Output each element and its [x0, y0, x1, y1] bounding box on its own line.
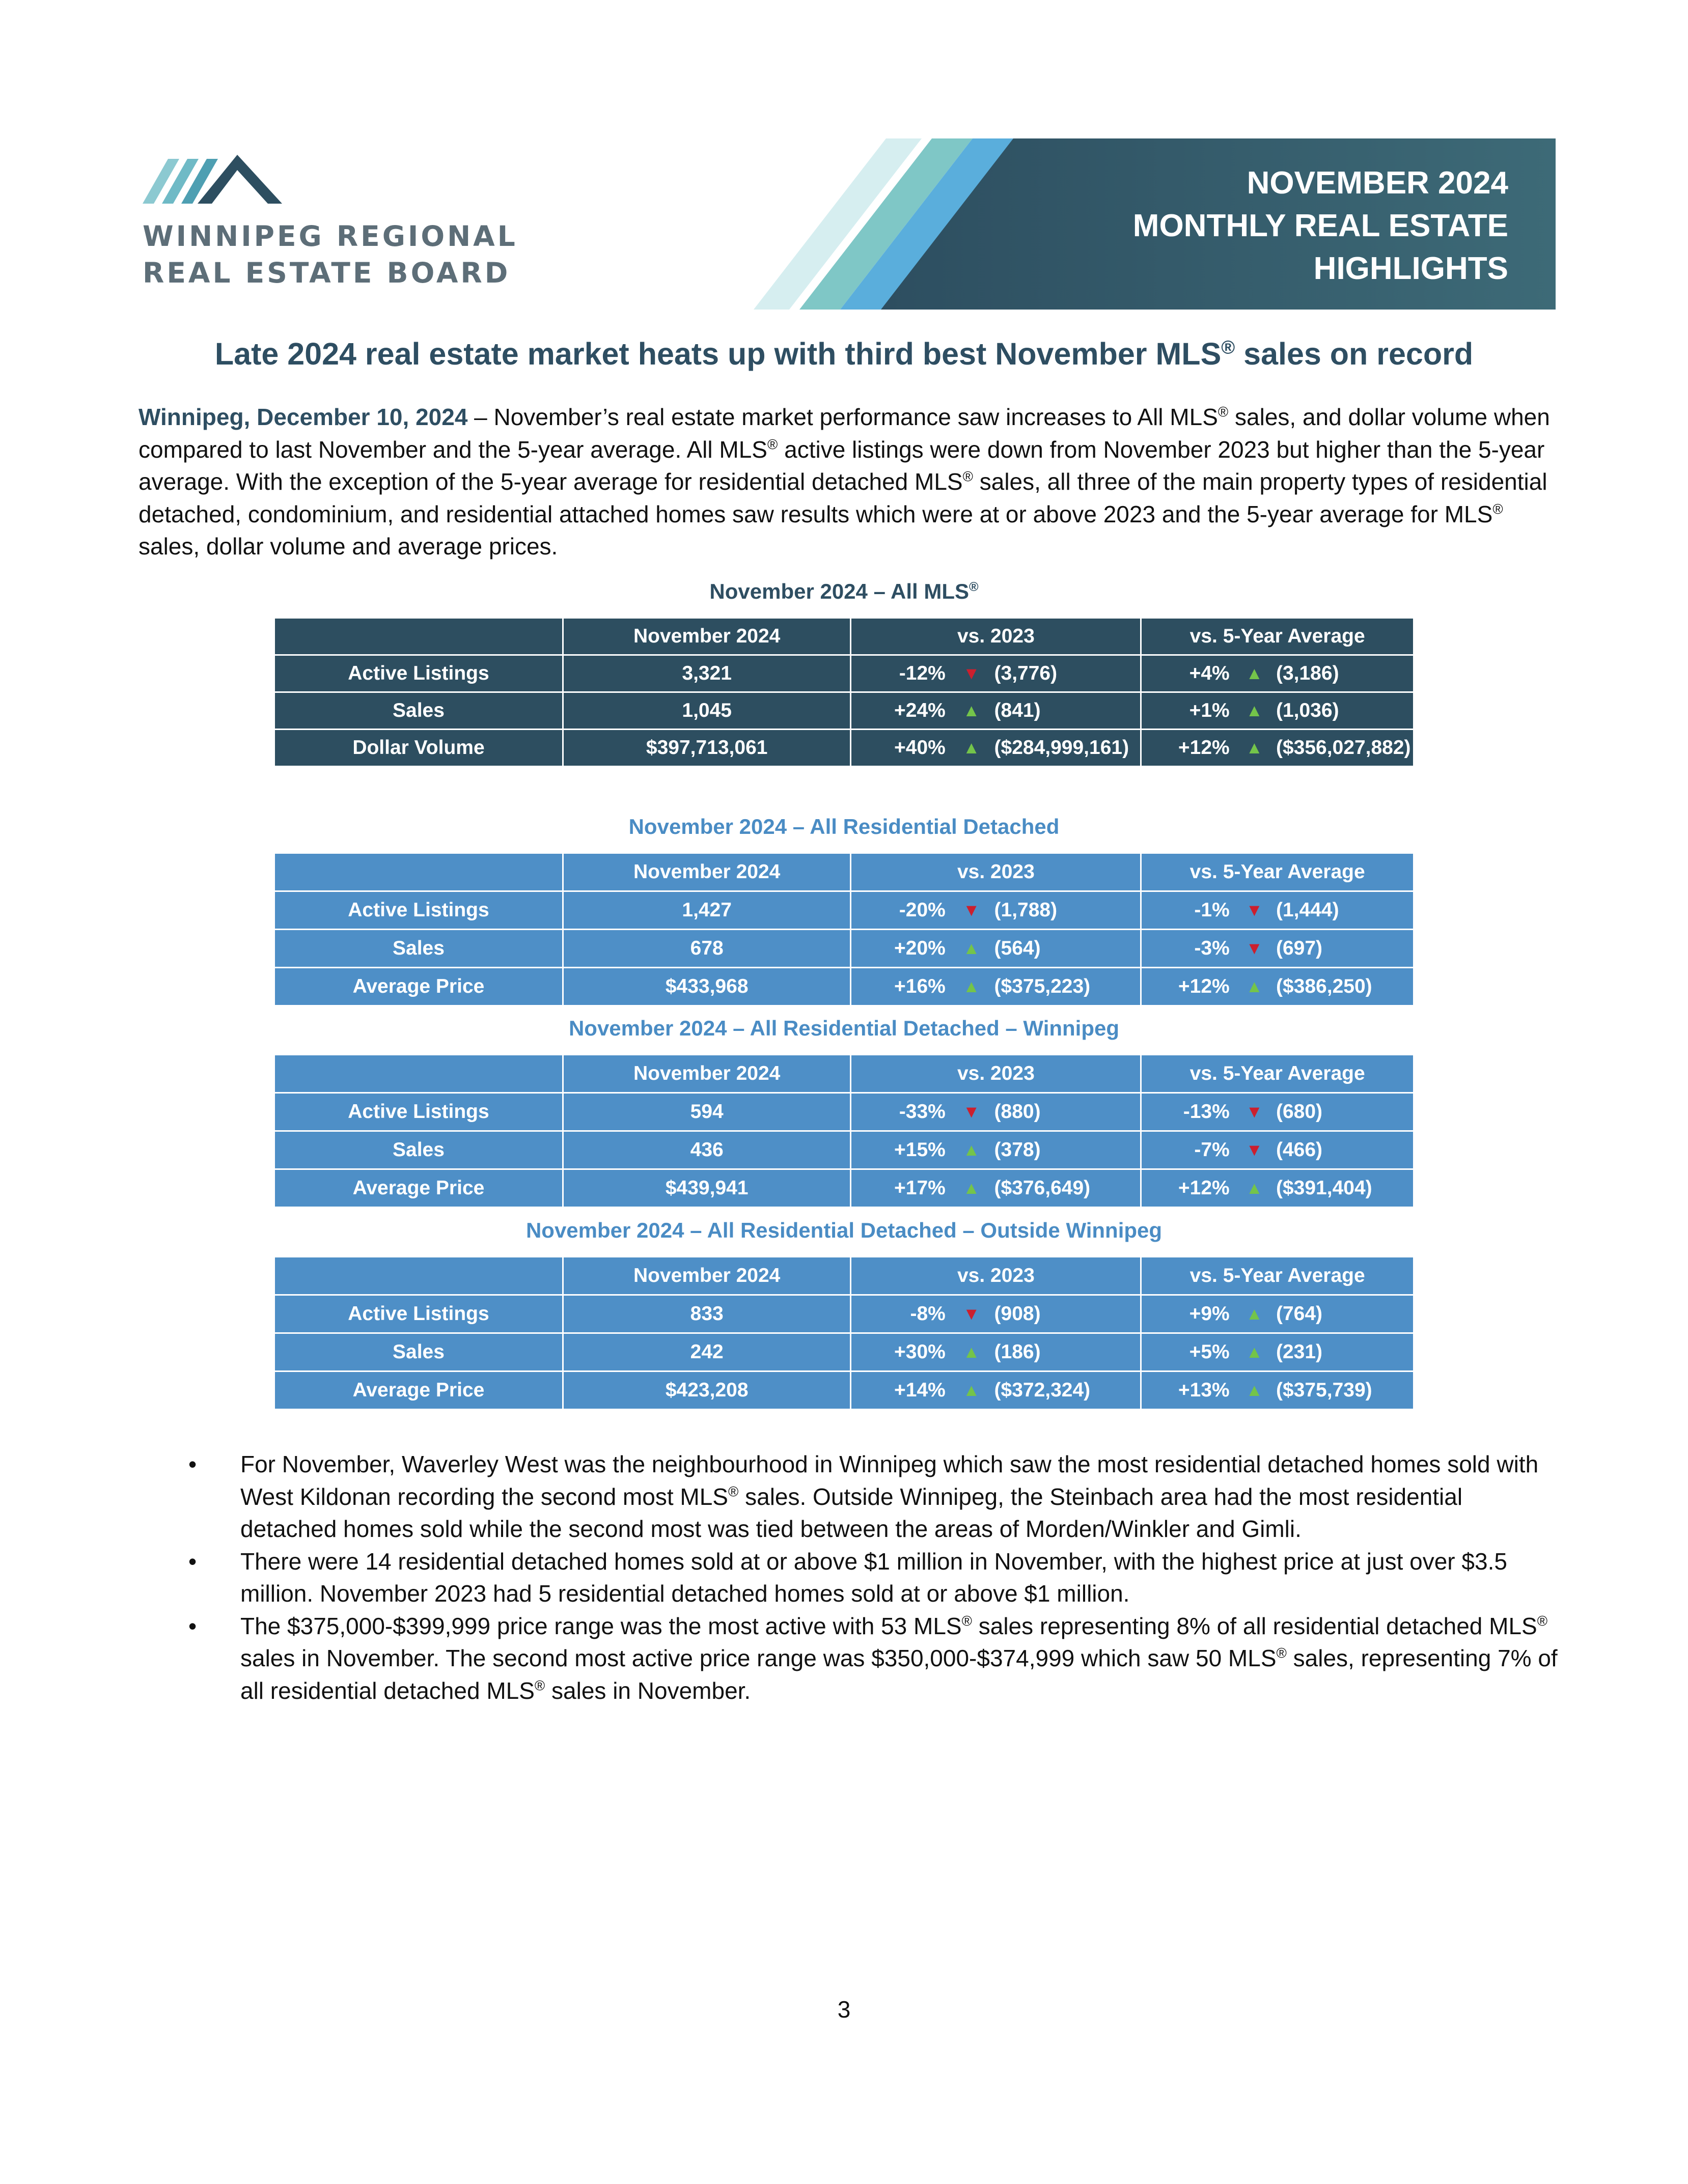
arrow-down-icon: ▼ — [1246, 900, 1263, 920]
comparison-value: ($376,649) — [994, 1177, 1091, 1199]
comparison-cell-vs2023 — [851, 692, 1141, 730]
table-caption-detached-outside-winnipeg: November 2024 – All Residential Detached – Outside Winnipeg — [525, 1218, 1163, 1242]
table-all-mls — [275, 619, 1413, 766]
percent-change: -1% — [1194, 899, 1230, 921]
logo-wordmark — [143, 218, 518, 291]
logo-line-2: REAL ESTATE BOARD — [143, 257, 511, 289]
table-row — [275, 1131, 1413, 1169]
comparison-cell-vs2023 — [851, 1333, 1141, 1371]
comparison-value: (231) — [1276, 1341, 1323, 1363]
table-detached-outside-winnipeg — [275, 1257, 1413, 1409]
row-label: Active Listings — [275, 655, 563, 692]
comparison-value: ($386,250) — [1276, 975, 1372, 997]
comparison-cell-vs5yr — [1141, 1169, 1413, 1207]
comparison-value: ($391,404) — [1276, 1177, 1372, 1199]
bullet-text: sales representing 8% of all residential detached MLS — [972, 1612, 1537, 1639]
intro-text: sales, dollar volume and average prices. — [139, 533, 558, 559]
comparison-cell-vs5yr — [1141, 968, 1413, 1005]
registered-mark: ® — [1276, 1645, 1287, 1661]
arrow-up-icon: ▲ — [962, 1380, 980, 1400]
comparison-value: (908) — [994, 1303, 1041, 1325]
percent-change: +12% — [1178, 1177, 1230, 1199]
percent-change: +9% — [1189, 1303, 1230, 1325]
bullet-text: sales in November. — [545, 1677, 751, 1704]
percent-change: -12% — [899, 662, 946, 684]
arrow-up-icon: ▲ — [1246, 1380, 1263, 1400]
column-header: vs. 5-Year Average — [1141, 619, 1413, 655]
arrow-up-icon: ▲ — [962, 976, 980, 996]
comparison-cell-vs5yr — [1141, 655, 1413, 692]
comparison-cell-vs2023 — [851, 1371, 1141, 1409]
registered-mark: ® — [1537, 1613, 1548, 1629]
registered-mark: ® — [961, 1613, 972, 1629]
table-row — [275, 1169, 1413, 1207]
comparison-cell-vs5yr — [1141, 891, 1413, 930]
arrow-down-icon: ▼ — [1246, 1140, 1263, 1160]
comparison-cell-vs5yr — [1141, 1093, 1413, 1131]
comparison-cell-vs2023 — [851, 730, 1141, 766]
comparison-cell-vs2023 — [851, 930, 1141, 968]
comparison-value: (3,186) — [1276, 662, 1339, 684]
comparison-value: (880) — [994, 1101, 1041, 1123]
comparison-value: ($284,999,161) — [994, 737, 1129, 759]
current-value: 1,045 — [563, 692, 850, 730]
banner-title — [999, 162, 1508, 290]
current-value: $397,713,061 — [563, 730, 850, 766]
table-row — [275, 1295, 1413, 1333]
comparison-value: (1,036) — [1276, 699, 1339, 721]
intro-text: active listings were down from November 2023 but higher than the 5-year average. With the exception of the 5-year average for residential detached MLS — [139, 436, 1545, 495]
row-label: Active Listings — [275, 1093, 563, 1131]
registered-mark: ® — [1492, 501, 1503, 517]
column-header: November 2024 — [563, 1257, 850, 1295]
percent-change: +12% — [1178, 737, 1230, 759]
comparison-cell-vs2023 — [851, 655, 1141, 692]
comparison-cell-vs5yr — [1141, 1333, 1413, 1371]
percent-change: -7% — [1194, 1139, 1230, 1161]
comparison-cell-vs2023 — [851, 1093, 1141, 1131]
headline-text-end: sales on record — [1235, 337, 1474, 371]
comparison-cell-vs2023 — [851, 1131, 1141, 1169]
banner-line-3: HIGHLIGHTS — [1313, 251, 1508, 286]
column-header: vs. 5-Year Average — [1141, 1257, 1413, 1295]
banner-line-2: MONTHLY REAL ESTATE — [1132, 208, 1508, 243]
bullet-glyph: • — [188, 1612, 197, 1639]
comparison-cell-vs5yr — [1141, 730, 1413, 766]
arrow-up-icon: ▲ — [1246, 1342, 1263, 1362]
comparison-value: ($375,739) — [1276, 1379, 1372, 1401]
row-label: Sales — [275, 1131, 563, 1169]
table-detached-winnipeg — [275, 1055, 1413, 1207]
table-row — [275, 968, 1413, 1005]
table-row — [275, 1093, 1413, 1131]
percent-change: -13% — [1183, 1101, 1230, 1123]
logo-line-1: WINNIPEG REGIONAL — [143, 220, 518, 253]
percent-change: +12% — [1178, 975, 1230, 997]
caption-text: November 2024 – All MLS — [709, 579, 970, 603]
intro-text: sales, and dollar volume when compared to last November and the 5-year average. All MLS — [139, 404, 1550, 463]
column-header: vs. 2023 — [851, 1055, 1141, 1093]
arrow-up-icon: ▲ — [962, 1140, 980, 1160]
current-value: 3,321 — [563, 655, 850, 692]
row-label: Sales — [275, 1333, 563, 1371]
percent-change: +13% — [1178, 1379, 1230, 1401]
percent-change: +14% — [894, 1379, 946, 1401]
page-number: 3 — [837, 1996, 851, 2023]
highlights-list — [183, 1448, 1558, 1707]
comparison-value: (1,444) — [1276, 899, 1339, 921]
comparison-cell-vs2023 — [851, 891, 1141, 930]
table-header-row — [275, 1055, 1413, 1093]
percent-change: +24% — [894, 699, 946, 721]
table-row — [275, 891, 1413, 930]
comparison-cell-vs5yr — [1141, 1131, 1413, 1169]
comparison-value: (1,788) — [994, 899, 1058, 921]
table-header-row — [275, 1257, 1413, 1295]
bullet-text: The $375,000-$399,999 price range was the most active with 53 MLS — [240, 1612, 962, 1639]
comparison-value: (466) — [1276, 1139, 1323, 1161]
arrow-up-icon: ▲ — [1246, 701, 1263, 720]
table-row — [275, 1371, 1413, 1409]
arrow-down-icon: ▼ — [1246, 1102, 1263, 1122]
intro-paragraph — [139, 401, 1554, 563]
arrow-up-icon: ▲ — [1246, 1178, 1263, 1198]
arrow-up-icon: ▲ — [1246, 738, 1263, 758]
comparison-value: (841) — [994, 699, 1041, 721]
percent-change: -3% — [1194, 937, 1230, 959]
arrow-up-icon: ▲ — [1246, 1304, 1263, 1324]
column-header: vs. 2023 — [851, 1257, 1141, 1295]
table-row — [275, 930, 1413, 968]
registered-mark: ® — [1217, 404, 1229, 420]
comparison-value: ($375,223) — [994, 975, 1091, 997]
row-label: Sales — [275, 692, 563, 730]
comparison-cell-vs5yr — [1141, 1371, 1413, 1409]
row-label: Average Price — [275, 1169, 563, 1207]
table-header-row — [275, 854, 1413, 891]
arrow-up-icon: ▲ — [1246, 663, 1263, 683]
column-header: November 2024 — [563, 1055, 850, 1093]
intro-text: sales, all three of the main property types of residential detached, condominium, and residential attached homes saw results which were at or above 2023 and the 5-year average for MLS — [139, 468, 1547, 527]
list-item — [183, 1448, 1558, 1546]
arrow-down-icon: ▼ — [962, 663, 980, 683]
column-header — [275, 1055, 563, 1093]
row-label: Average Price — [275, 1371, 563, 1409]
current-value: 1,427 — [563, 891, 850, 930]
arrow-down-icon: ▼ — [1246, 938, 1263, 958]
comparison-cell-vs5yr — [1141, 1295, 1413, 1333]
column-header — [275, 1257, 563, 1295]
percent-change: +5% — [1189, 1341, 1230, 1363]
percent-change: +40% — [894, 737, 946, 759]
table-header-row — [275, 619, 1413, 655]
comparison-value: (697) — [1276, 937, 1323, 959]
row-label: Dollar Volume — [275, 730, 563, 766]
arrow-up-icon: ▲ — [1246, 976, 1263, 996]
percent-change: +1% — [1189, 699, 1230, 721]
registered-mark: ® — [728, 1483, 739, 1500]
arrow-up-icon: ▲ — [962, 701, 980, 720]
bullet-glyph: • — [188, 1451, 197, 1477]
bullet-text: sales. Outside Winnipeg, the Steinbach area had the most residential detached homes sold while the second most was tied between the areas of Morden/Winkler and Gimli. — [240, 1483, 1463, 1542]
table-residential-detached — [275, 854, 1413, 1005]
row-label: Active Listings — [275, 1295, 563, 1333]
comparison-cell-vs5yr — [1141, 930, 1413, 968]
comparison-value: (378) — [994, 1139, 1041, 1161]
headline-text: Late 2024 real estate market heats up with third best November MLS — [214, 337, 1222, 371]
arrow-down-icon: ▼ — [962, 1102, 980, 1122]
banner-line-1: NOVEMBER 2024 — [1247, 165, 1508, 201]
column-header: November 2024 — [563, 854, 850, 891]
table-caption-all-mls — [275, 579, 1413, 604]
comparison-value: ($372,324) — [994, 1379, 1091, 1401]
table-row — [275, 730, 1413, 766]
bullet-text: For November, Waverley West was the neighbourhood in Winnipeg which saw the most residential detached homes sold with West Kildonan recording the second most MLS — [240, 1451, 1539, 1510]
registered-mark: ® — [1221, 337, 1235, 358]
registered-mark: ® — [534, 1677, 545, 1694]
bullet-text: sales in November. The second most active price range was $350,000-$374,999 which saw 50 MLS — [240, 1645, 1277, 1671]
percent-change: +16% — [894, 975, 946, 997]
comparison-cell-vs5yr — [1141, 692, 1413, 730]
arrow-up-icon: ▲ — [962, 1178, 980, 1198]
current-value: 594 — [563, 1093, 850, 1131]
dateline: Winnipeg, December 10, 2024 — [139, 404, 468, 430]
list-item — [183, 1610, 1558, 1707]
current-value: $439,941 — [563, 1169, 850, 1207]
column-header: November 2024 — [563, 619, 850, 655]
arrow-up-icon: ▲ — [962, 738, 980, 758]
current-value: 678 — [563, 930, 850, 968]
comparison-value: (3,776) — [994, 662, 1058, 684]
arrow-up-icon: ▲ — [962, 938, 980, 958]
table-row — [275, 655, 1413, 692]
table-row — [275, 692, 1413, 730]
comparison-cell-vs2023 — [851, 1295, 1141, 1333]
current-value: 242 — [563, 1333, 850, 1371]
percent-change: +4% — [1189, 662, 1230, 684]
registered-mark: ® — [969, 580, 979, 594]
comparison-value: (680) — [1276, 1101, 1323, 1123]
column-header: vs. 2023 — [851, 854, 1141, 891]
comparison-value: (764) — [1276, 1303, 1323, 1325]
comparison-cell-vs2023 — [851, 968, 1141, 1005]
column-header: vs. 2023 — [851, 619, 1141, 655]
comparison-cell-vs2023 — [851, 1169, 1141, 1207]
column-header — [275, 854, 563, 891]
percent-change: +20% — [894, 937, 946, 959]
current-value: 833 — [563, 1295, 850, 1333]
comparison-value: ($356,027,882) — [1276, 737, 1411, 759]
percent-change: -20% — [899, 899, 946, 921]
registered-mark: ® — [767, 436, 778, 453]
current-value: $423,208 — [563, 1371, 850, 1409]
bullet-text: There were 14 residential detached homes sold at or above $1 million in November, with the highest price at just over $3.5 million. November 2023 had 5 residential detached homes sold at or above $1 million. — [240, 1548, 1507, 1607]
column-header — [275, 619, 563, 655]
row-label: Active Listings — [275, 891, 563, 930]
table-row — [275, 1333, 1413, 1371]
current-value: $433,968 — [563, 968, 850, 1005]
page-headline — [0, 336, 1688, 372]
column-header: vs. 5-Year Average — [1141, 1055, 1413, 1093]
bullet-text: sales, representing 7% of all residential detached MLS — [240, 1645, 1558, 1704]
percent-change: -33% — [899, 1101, 946, 1123]
percent-change: +17% — [894, 1177, 946, 1199]
column-header: vs. 5-Year Average — [1141, 854, 1413, 891]
list-item — [183, 1546, 1558, 1610]
arrow-down-icon: ▼ — [962, 1304, 980, 1324]
row-label: Sales — [275, 930, 563, 968]
intro-text: – November’s real estate market performance saw increases to All MLS — [467, 404, 1218, 430]
percent-change: +30% — [894, 1341, 946, 1363]
arrow-up-icon: ▲ — [962, 1342, 980, 1362]
table-caption-residential-detached: November 2024 – All Residential Detached — [628, 815, 1060, 838]
arrow-down-icon: ▼ — [962, 900, 980, 920]
comparison-value: (186) — [994, 1341, 1041, 1363]
current-value: 436 — [563, 1131, 850, 1169]
percent-change: -8% — [910, 1303, 946, 1325]
table-caption-detached-winnipeg: November 2024 – All Residential Detached – Winnipeg — [568, 1016, 1120, 1040]
percent-change: +15% — [894, 1139, 946, 1161]
registered-mark: ® — [962, 468, 973, 485]
bullet-glyph: • — [188, 1548, 197, 1575]
comparison-value: (564) — [994, 937, 1041, 959]
row-label: Average Price — [275, 968, 563, 1005]
